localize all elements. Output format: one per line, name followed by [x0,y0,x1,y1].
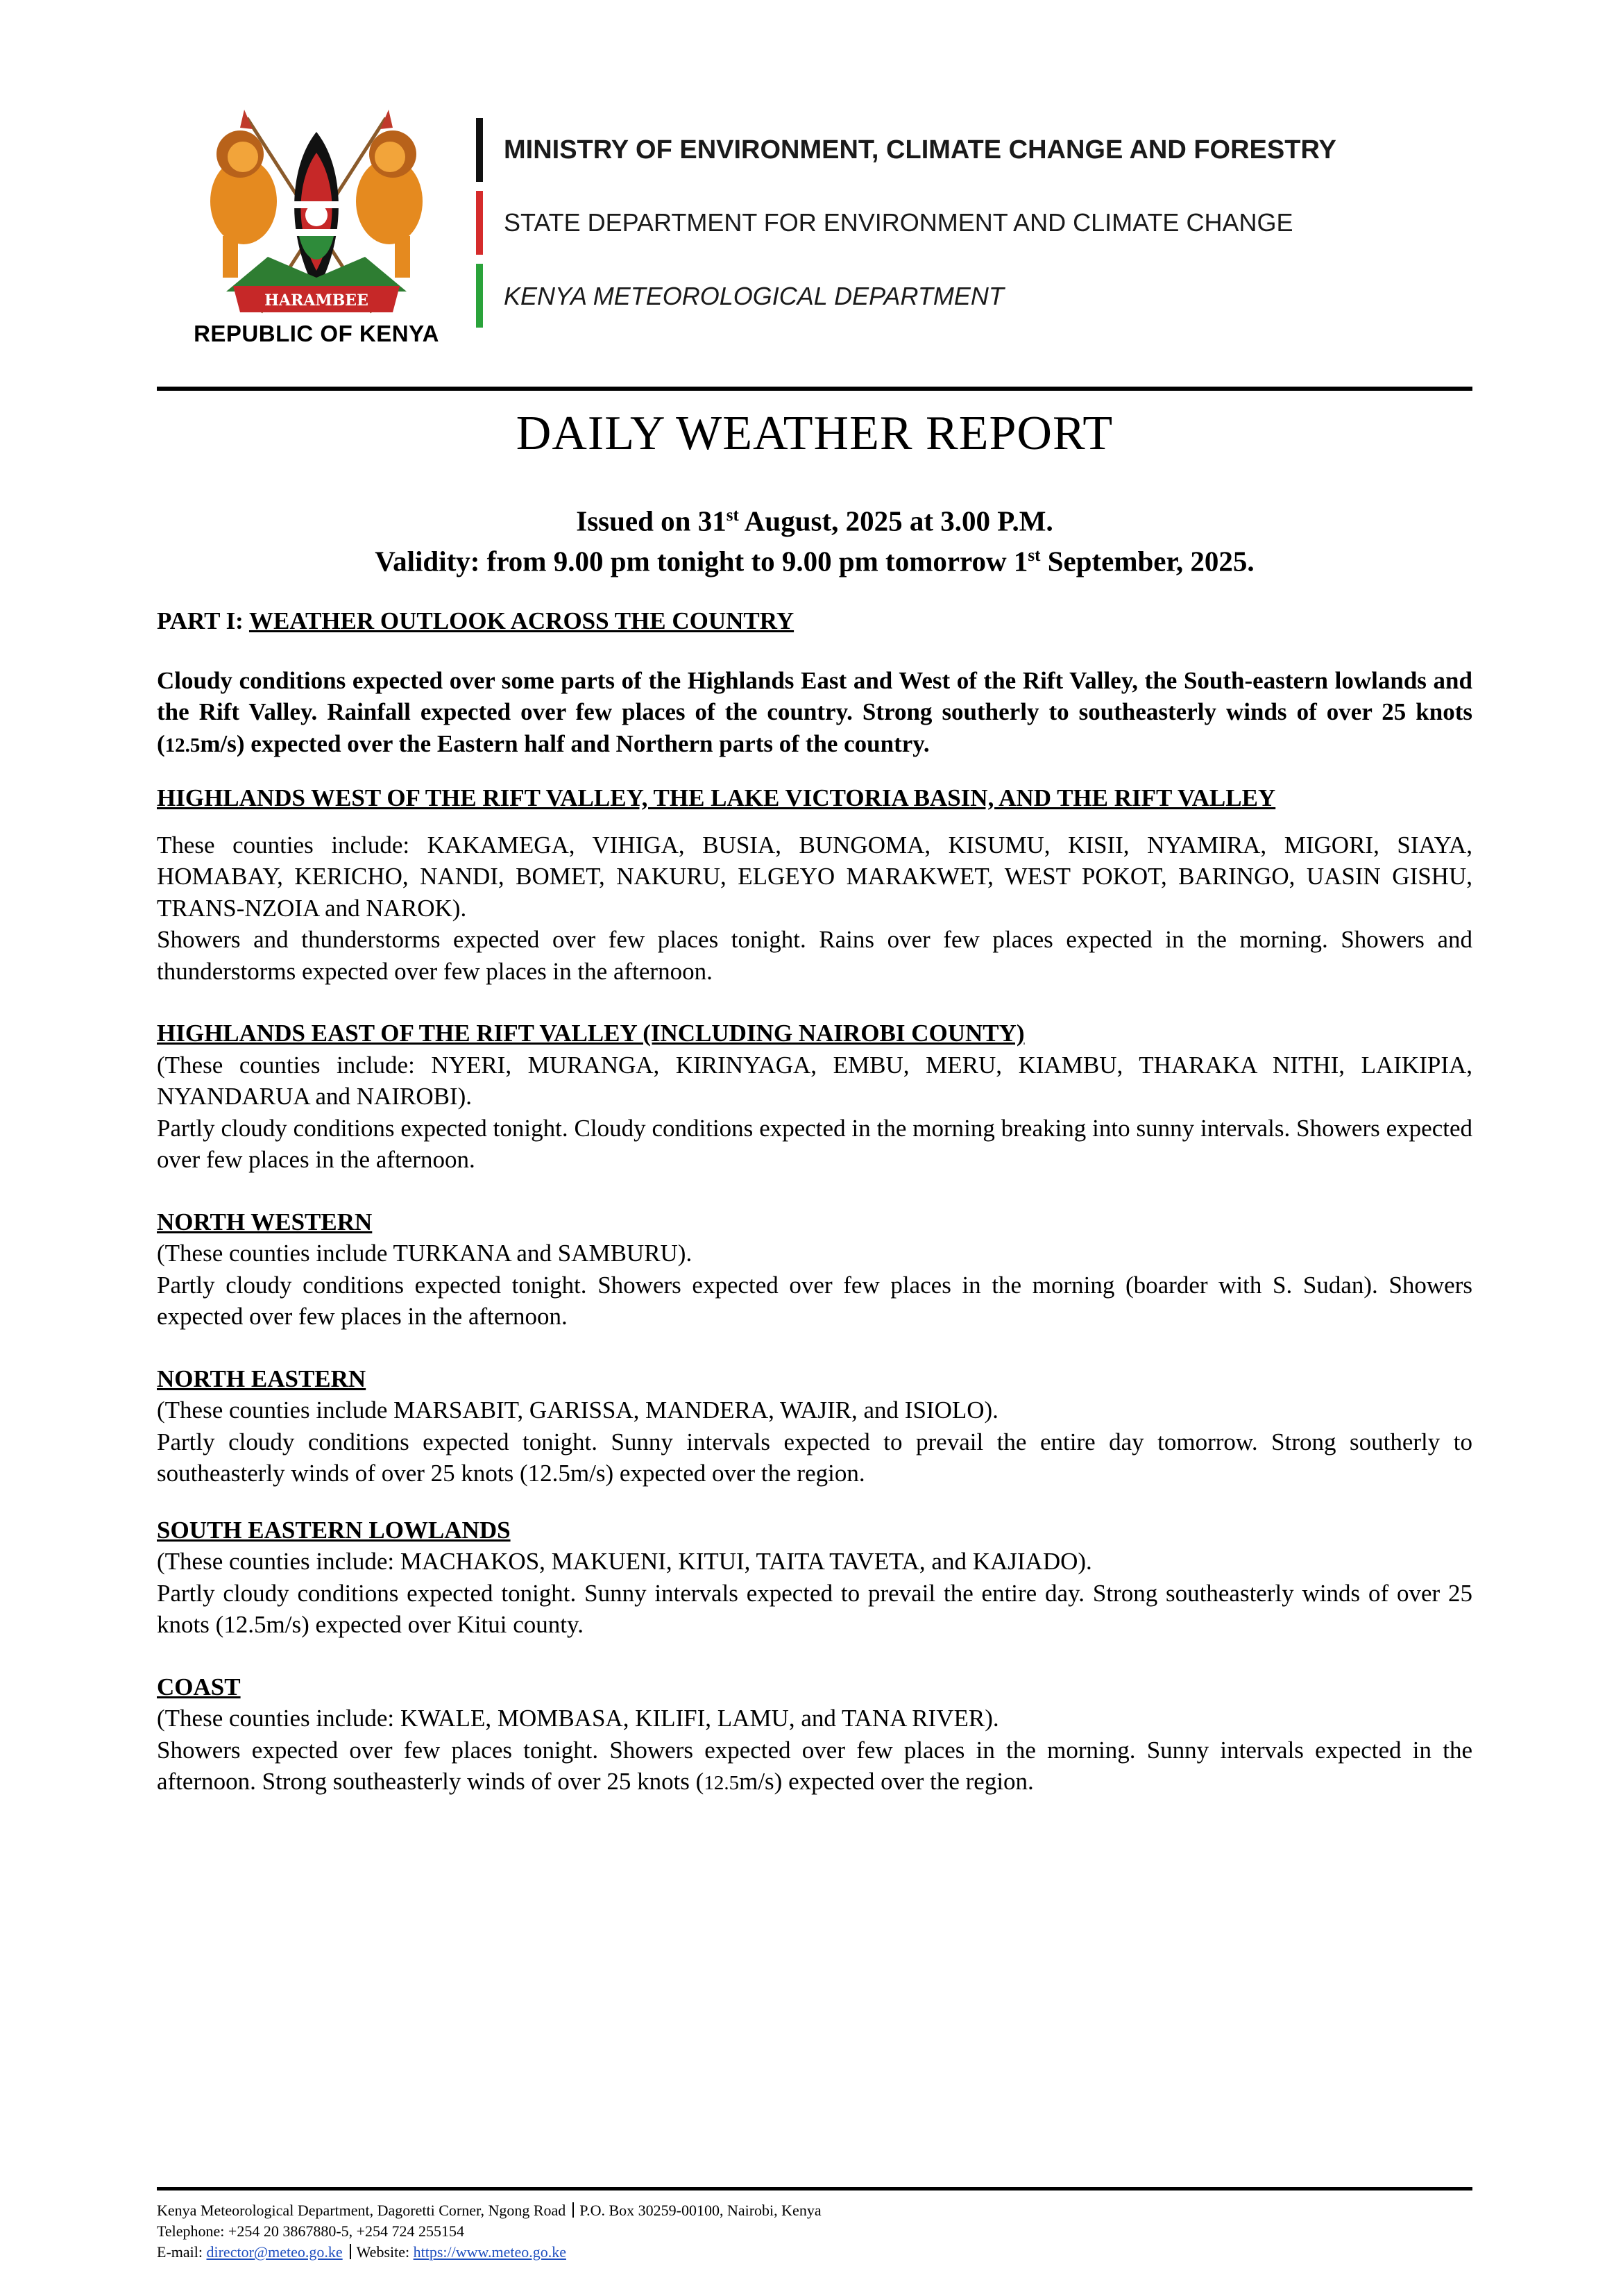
issue-info [157,498,1472,578]
website-link[interactable]: https://www.meteo.go.ke [413,2243,566,2261]
section-west-rift [157,782,1472,987]
footer [157,2200,1472,2263]
national-summary: Cloudy conditions expected over some parts of the Highlands East and West of the Rift Valley, the South-eastern lowlands and the Rift Valley. Rainfall expected over few places of the country. Strong southerly to southeasterly winds of over 25 knots (12.5m/s) expected over the Eastern half and Northern parts of the country. [157,666,1472,757]
section-heading: SOUTH EASTERN LOWLANDS [157,1516,511,1544]
section-south-eastern [157,1514,1472,1641]
section-forecast: Partly cloudy conditions expected tonight. Showers expected over few places in the morning (boarder with S. Sudan). Showers expected over few places in the afternoon. [157,1271,1472,1330]
section-coast [157,1671,1472,1800]
section-counties: (These counties include: MACHAKOS, MAKUENI, KITUI, TAITA TAVETA, and KAJIADO). [157,1548,1092,1575]
coat-of-arms-caption: REPUBLIC OF KENYA [194,321,439,346]
section-east-rift [157,1018,1472,1176]
letterhead [157,76,1472,361]
section-heading: HIGHLANDS EAST OF THE RIFT VALLEY (INCLUDING NAIROBI COUNTY) [157,1020,1025,1047]
section-counties: (These counties include: NYERI, MURANGA, KIRINYAGA, EMBU, MERU, KIAMBU, THARAKA NITHI, LAIKIPIA, NYANDARUA and NAIROBI). [157,1051,1472,1110]
section-counties: (These counties include MARSABIT, GARISSA, MANDERA, WAJIR, and ISIOLO). [157,1396,999,1424]
section-counties: (These counties include: KWALE, MOMBASA, KILIFI, LAMU, and TANA RIVER). [157,1705,999,1732]
section-heading: HIGHLANDS WEST OF THE RIFT VALLEY, THE LAKE VICTORIA BASIN, AND THE RIFT VALLEY [157,784,1276,811]
validity-line: Validity: from 9.00 pm tonight to 9.00 pm tomorrow 1st September, 2025. [375,545,1255,577]
svg-text:HARAMBEE: HARAMBEE [264,292,368,310]
coat-of-arms-icon [185,83,448,354]
letterhead-bar-black [476,118,483,182]
report-title: DAILY WEATHER REPORT [516,407,1114,460]
part-heading: PART I: WEATHER OUTLOOK ACROSS THE COUNTRY [157,607,794,634]
letterhead-bar-green [476,264,483,328]
section-forecast: Showers expected over few places tonight. Showers expected over few places in the morning. Sunny intervals expected in the afternoon. Strong southeasterly winds of over 25 knots (12.5m/s) expected over the region. [157,1736,1472,1795]
letterhead-bar-red [476,191,483,255]
footer-divider [157,2187,1472,2191]
section-forecast: Partly cloudy conditions expected tonight. Sunny intervals expected to prevail the entire day tomorrow. Strong southerly to southeasterly winds of over 25 knots (12.5m/s) expected over the region. [157,1428,1472,1487]
department-name: KENYA METEOROLOGICAL DEPARTMENT [504,282,1004,310]
email-link[interactable]: director@meteo.go.ke [206,2243,343,2261]
issued-line: Issued on 31st August, 2025 at 3.00 P.M. [576,505,1053,537]
section-north-western [157,1206,1472,1333]
ministry-name: MINISTRY OF ENVIRONMENT, CLIMATE CHANGE AND FORESTRY [504,135,1336,164]
section-counties: These counties include: KAKAMEGA, VIHIGA, BUSIA, BUNGOMA, KISUMU, KISII, NYAMIRA, MIGORI, SIAYA, HOMABAY, KERICHO, NANDI, BOMET, NAKURU, ELGEYO MARAKWET, WEST POKOT, BARINGO, UASIN GISHU, TRANS-NZOIA and NAROK). [157,831,1472,922]
section-heading: NORTH EASTERN [157,1365,366,1392]
section-north-eastern [157,1363,1472,1489]
header-divider [157,387,1472,391]
footer-telephone: Telephone: +254 20 3867880-5, +254 724 255154 [157,2222,465,2240]
section-counties: (These counties include TURKANA and SAMBURU). [157,1240,692,1267]
report-body [157,605,1472,1800]
section-heading: NORTH WESTERN [157,1208,373,1235]
section-forecast: Partly cloudy conditions expected tonight. Cloudy conditions expected in the morning breaking into sunny intervals. Showers expected over few places in the afternoon. [157,1114,1472,1173]
section-forecast: Partly cloudy conditions expected tonight. Sunny intervals expected to prevail the entire day. Strong southeasterly winds of over 25 knots (12.5m/s) expected over Kitui county. [157,1579,1472,1638]
section-forecast: Showers and thunderstorms expected over few places tonight. Rains over few places expected in the morning. Showers and thunderstorms expected over few places in the afternoon. [157,926,1472,985]
footer-contact-line: E-mail: director@meteo.go.ke Website: https://www.meteo.go.ke [157,2243,566,2261]
section-heading: COAST [157,1673,241,1700]
footer-address-line: Kenya Meteorological Department, Dagoretti Corner, Ngong Road P.O. Box 30259-00100, Nairobi, Kenya [157,2202,822,2219]
state-department-name: STATE DEPARTMENT FOR ENVIRONMENT AND CLIMATE CHANGE [504,208,1293,237]
